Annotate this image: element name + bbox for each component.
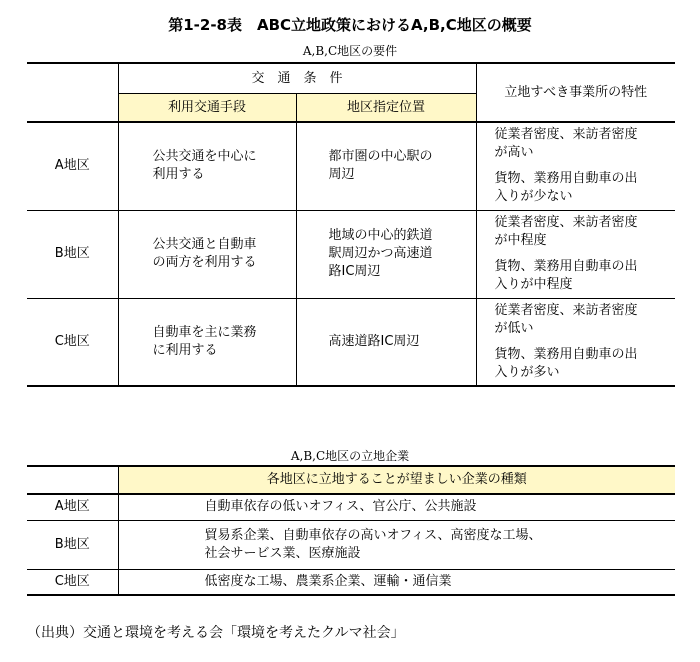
company-cell: 貿易系企業、自動車依存の高いオフィス、高密度な工場、 社会サービス業、医療施設 xyxy=(118,520,675,569)
header-corner xyxy=(27,63,118,122)
header-traffic-conditions: 交 通 条 件 xyxy=(118,63,476,94)
source-note: （出典）交通と環境を考える会「環境を考えたクルマ社会」 xyxy=(27,625,405,641)
table-row xyxy=(27,122,675,210)
feature-cell: 従業者密度、来訪者密度 が低い 貨物、業務用自動車の出 入りが多い xyxy=(476,298,675,386)
company-cell: 低密度な工場、農業系企業、運輸・通信業 xyxy=(118,569,675,595)
row-label: B地区 xyxy=(27,210,118,298)
table2-caption: A,B,C地区の立地企業 xyxy=(290,449,410,463)
requirements-table xyxy=(27,62,675,387)
table-row xyxy=(27,210,675,298)
header-row xyxy=(27,466,675,494)
header-transport: 利用交通手段 xyxy=(118,94,296,123)
feature-cell: 従業者密度、来訪者密度 が中程度 貨物、業務用自動車の出 入りが中程度 xyxy=(476,210,675,298)
header-location: 地区指定位置 xyxy=(296,94,476,123)
feature-cell: 従業者密度、来訪者密度 が高い 貨物、業務用自動車の出 入りが少ない xyxy=(476,122,675,210)
transport-cell: 公共交通を中心に 利用する xyxy=(118,122,296,210)
companies-table xyxy=(27,465,675,596)
table-row xyxy=(27,298,675,386)
location-cell: 高速道路IC周辺 xyxy=(296,298,476,386)
document-title: 第1-2-8表 ABC立地政策におけるA,B,C地区の概要 xyxy=(168,16,532,34)
row-label: A地区 xyxy=(27,122,118,210)
company-cell: 自動車依存の低いオフィス、官公庁、公共施設 xyxy=(118,494,675,520)
header-company-types: 各地区に立地することが望ましい企業の種類 xyxy=(118,466,675,494)
header-corner xyxy=(27,466,118,494)
table-row xyxy=(27,569,675,595)
table1-caption: A,B,C地区の要件 xyxy=(302,44,398,58)
location-cell: 都市圏の中心駅の 周辺 xyxy=(296,122,476,210)
row-label: A地区 xyxy=(27,494,118,520)
location-cell: 地域の中心的鉄道 駅周辺かつ高速道 路IC周辺 xyxy=(296,210,476,298)
header-feature: 立地すべき事業所の特性 xyxy=(476,63,675,122)
row-label: B地区 xyxy=(27,520,118,569)
transport-cell: 自動車を主に業務 に利用する xyxy=(118,298,296,386)
transport-cell: 公共交通と自動車 の両方を利用する xyxy=(118,210,296,298)
row-label: C地区 xyxy=(27,569,118,595)
header-row xyxy=(27,63,675,94)
table-row xyxy=(27,520,675,569)
table-row xyxy=(27,494,675,520)
row-label: C地区 xyxy=(27,298,118,386)
